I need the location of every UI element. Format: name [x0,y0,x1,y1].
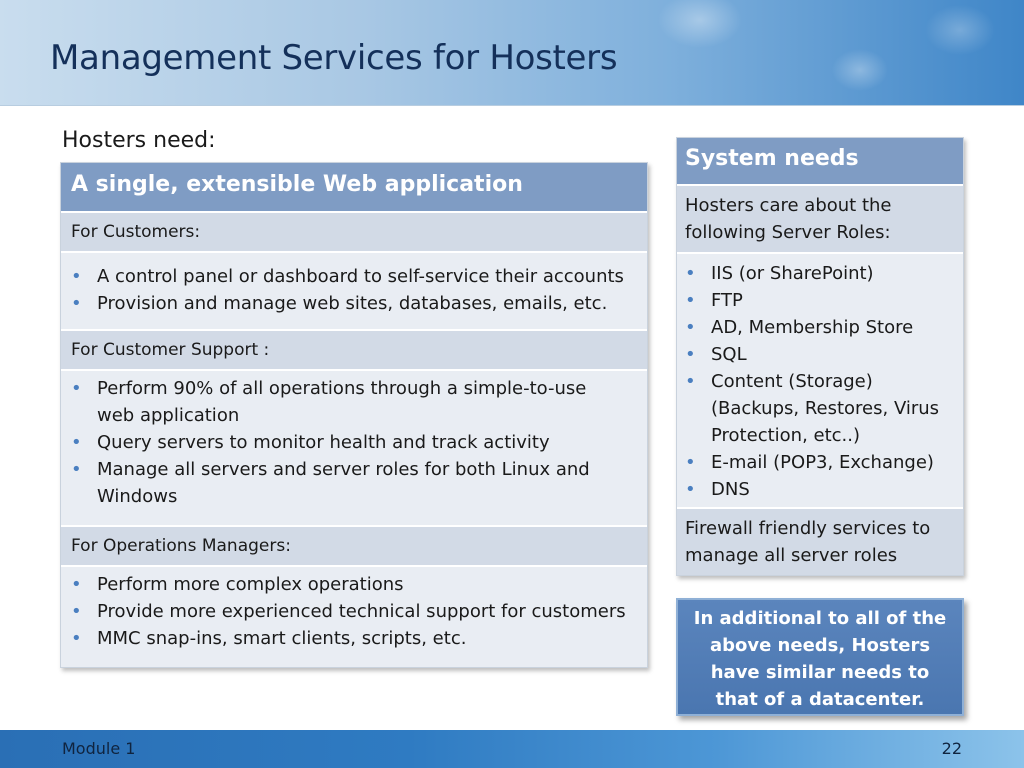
table-heading: A single, extensible Web application [61,163,647,213]
page-number: 22 [941,739,962,758]
list-item: • FTP [685,287,955,314]
list-item: • A control panel or dashboard to self-service their accounts [71,263,647,290]
list-item: • Perform 90% of all operations through a simple-to-use web application [71,375,617,429]
firewall-note: Firewall friendly services to manage all server roles [677,509,963,575]
datacenter-callout: In additional to all of the above needs, Hosters have similar needs to that of a datacenter. [676,598,964,716]
section-label-operations-managers: For Operations Managers: [61,527,647,567]
list-item: • Query servers to monitor health and track activity [71,429,617,456]
bullet-icon: • [685,479,696,500]
bullet-icon: • [71,266,82,287]
bullet-icon: • [71,432,82,453]
web-application-table [60,162,648,668]
list-item: • MMC snap-ins, smart clients, scripts, etc. [71,625,647,652]
intro-text: Hosters need: [62,128,216,153]
bullet-icon: • [71,574,82,595]
bullet-list [685,260,955,503]
bullet-icon: • [71,378,82,399]
title-band [0,0,1024,106]
list-item: • Content (Storage) (Backups, Restores, Virus Protection, etc..) [685,368,955,449]
list-item: • DNS [685,476,955,503]
bullet-icon: • [685,452,696,473]
server-roles-intro: Hosters care about the following Server Roles: [677,186,963,254]
slide-title: Management Services for Hosters [50,38,618,78]
footer-band [0,730,1024,768]
section-customer-support [61,371,647,527]
bullet-icon: • [685,344,696,365]
bullet-list [71,571,647,652]
list-item: • E-mail (POP3, Exchange) [685,449,955,476]
list-item: • IIS (or SharePoint) [685,260,955,287]
list-item: • Provision and manage web sites, databases, emails, etc. [71,290,647,317]
list-item: • Provide more experienced technical support for customers [71,598,647,625]
bullet-icon: • [685,317,696,338]
section-customers [61,253,647,331]
list-item: • Perform more complex operations [71,571,647,598]
bullet-icon: • [685,290,696,311]
bullet-icon: • [71,628,82,649]
bullet-list [71,263,647,317]
module-label: Module 1 [62,739,136,758]
bullet-icon: • [685,371,696,392]
bullet-icon: • [71,459,82,480]
list-item: • Manage all servers and server roles for both Linux and Windows [71,456,617,510]
server-roles-list [677,254,963,509]
bullet-icon: • [71,601,82,622]
bullet-icon: • [71,293,82,314]
bullet-icon: • [685,263,696,284]
system-needs-table [676,137,964,576]
list-item: • SQL [685,341,955,368]
list-item: • AD, Membership Store [685,314,955,341]
bullet-list [71,375,617,510]
section-operations-managers [61,567,647,667]
section-label-customers: For Customers: [61,213,647,253]
table-heading: System needs [677,138,963,186]
section-label-customer-support: For Customer Support : [61,331,647,371]
